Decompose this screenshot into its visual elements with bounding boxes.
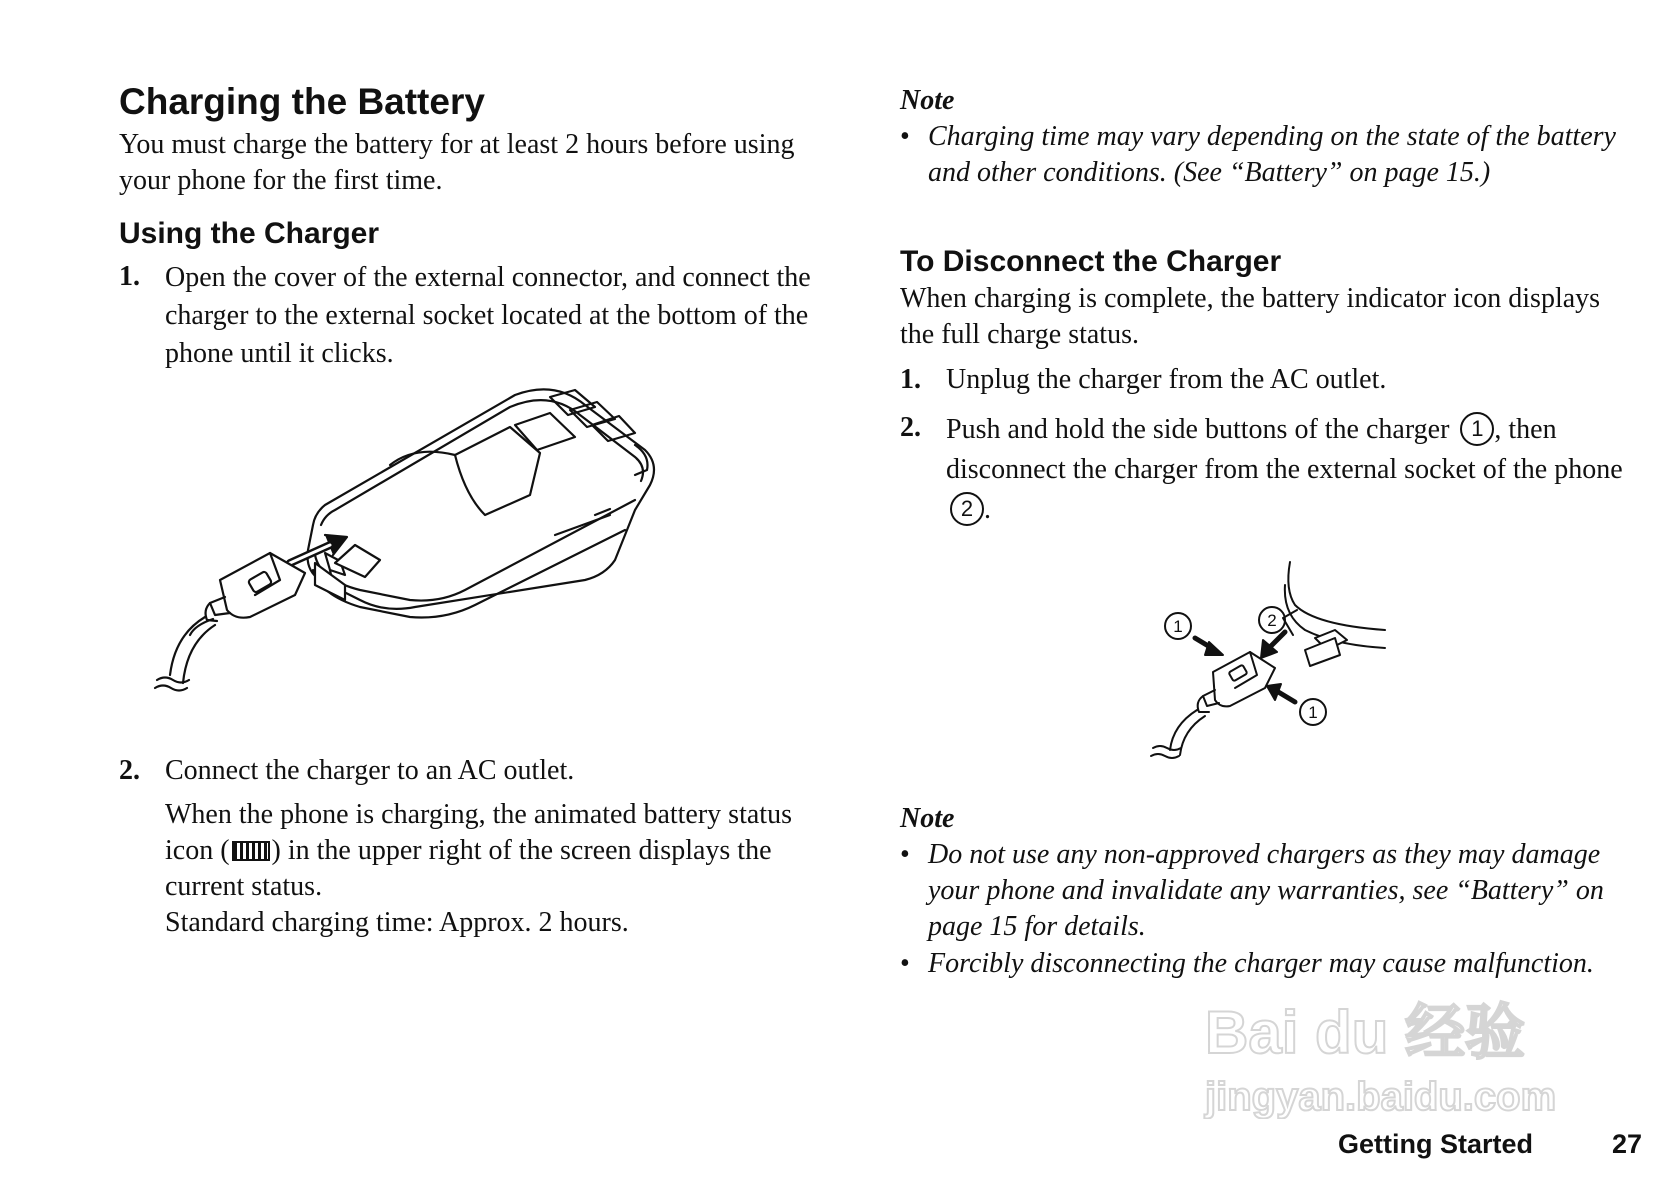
note-2-bullet-2: • [900, 948, 910, 979]
disconnect-intro: When charging is complete, the battery indicator icon displays the full charge status. [900, 283, 1601, 350]
baidu-watermark [1205, 1000, 1605, 1120]
page-title: Charging the Battery [119, 81, 485, 122]
disconnect-step-2-text-a: Push and hold the side buttons of the charger [946, 414, 1450, 445]
step-2-detail [165, 797, 845, 905]
callout-circle-1: 1 [1460, 412, 1494, 446]
disconnect-step-2-number: 2. [900, 412, 921, 443]
watermark-url: jingyan.baidu.com [1205, 1075, 1557, 1119]
disconnect-step-2-text: Push and hold the side buttons of the charger 1 , then disconnect the charger from the external socket of the phone 2 . [946, 414, 1623, 525]
page-number: 27 [1612, 1129, 1643, 1159]
note-2-text-2: Forcibly disconnecting the charger may cause malfunction. [928, 948, 1594, 979]
figure-callout-1-top: 1 [1173, 617, 1183, 636]
note-1-bullet: • [900, 121, 910, 152]
standard-charging-time: Standard charging time: Approx. 2 hours. [165, 907, 629, 938]
watermark-brand: Bai du 经验 [1205, 999, 1526, 1066]
step-2-detail-after: ) in the upper right of the screen displays the current status. [165, 835, 772, 902]
disconnect-step-1-number: 1. [900, 364, 921, 395]
disconnect-step-2-text-b: then disconnect the charger from the external socket of the phone [946, 414, 1623, 485]
step-2-text: Connect the charger to an AC outlet. [165, 755, 575, 786]
figure-callout-2: 2 [1267, 611, 1277, 630]
footer-section: Getting Started [1338, 1129, 1534, 1159]
section-heading-using-charger: Using the Charger [119, 217, 380, 250]
figure-callout-1-bottom: 1 [1308, 703, 1318, 722]
note-2-text-1: Do not use any non-approved chargers as they may damage your phone and invalidate any warranties, see “Battery” on page 15 for details. [928, 839, 1604, 942]
note-2-bullet-1: • [900, 839, 910, 870]
note-1-title: Note [900, 85, 955, 116]
note-2-title: Note [900, 803, 955, 834]
step-1-text: Open the cover of the external connector, and connect the charger to the external socket located at the bottom of the phone until it clicks. [165, 262, 811, 369]
step-2-detail-before: When the phone is charging, the animated battery status icon ( [165, 799, 792, 866]
step-2-number: 2. [119, 755, 140, 786]
callout-circle-2: 2 [950, 492, 984, 526]
phone-charging-illustration [155, 385, 660, 740]
battery-icon [232, 841, 270, 861]
disconnect-step-1-text: Unplug the charger from the AC outlet. [946, 364, 1387, 395]
disconnect-charger-illustration [1135, 560, 1395, 765]
section-heading-disconnect: To Disconnect the Charger [900, 245, 1282, 278]
step-1-number: 1. [119, 261, 140, 292]
intro-paragraph: You must charge the battery for at least 2 hours before using your phone for the first time. [119, 129, 795, 196]
note-1-text: Charging time may vary depending on the state of the battery and other conditions. (See “Battery” on page 15.) [928, 121, 1616, 188]
